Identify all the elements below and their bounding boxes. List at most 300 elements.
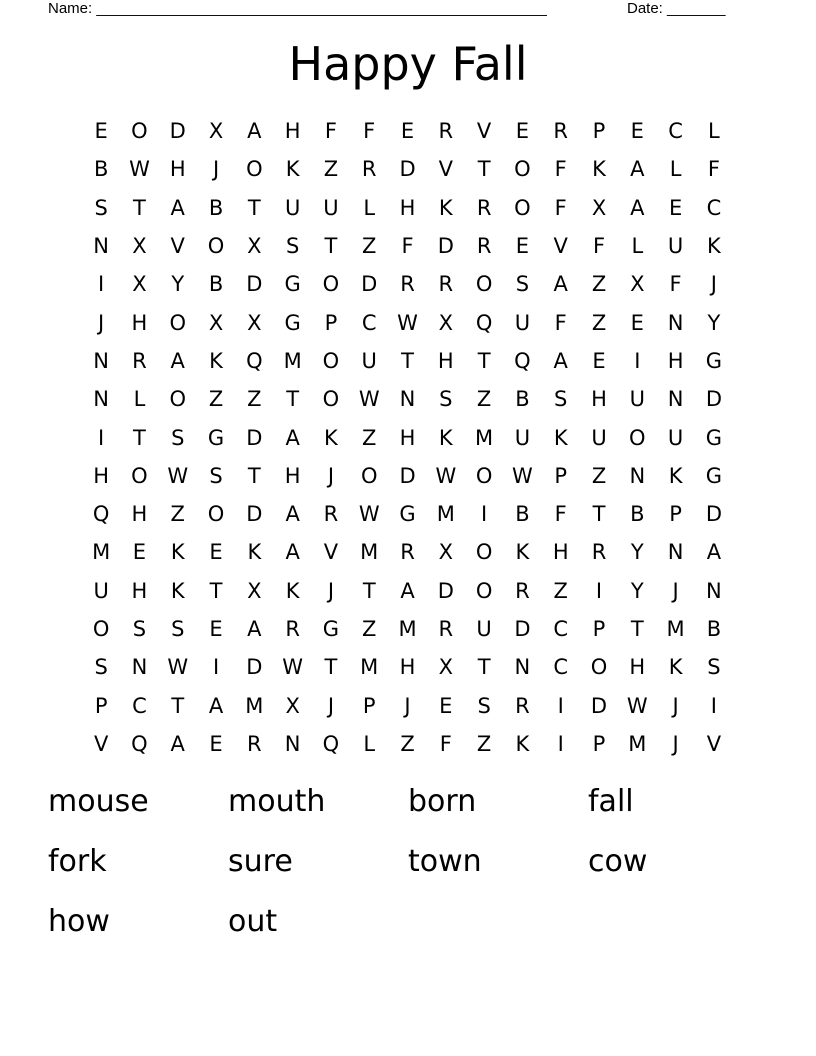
grid-letter: L xyxy=(631,234,644,259)
grid-letter: Y xyxy=(630,578,644,603)
grid-letter: M xyxy=(436,502,455,527)
grid-letter: H xyxy=(169,157,186,182)
grid-letter: Z xyxy=(208,387,224,412)
grid-letter: U xyxy=(667,234,684,259)
grid-letter: L xyxy=(133,387,146,412)
word-search-grid xyxy=(82,112,733,763)
grid-letter: T xyxy=(324,655,338,680)
grid-letter: C xyxy=(553,617,569,641)
grid-letter: S xyxy=(477,693,491,718)
grid-letter: Z xyxy=(362,234,377,259)
grid-letter: V xyxy=(93,731,109,756)
grid-letter: A xyxy=(706,540,722,565)
grid-letter: E xyxy=(592,348,606,373)
grid-letter: R xyxy=(400,540,415,565)
grid-letter: K xyxy=(247,540,262,565)
grid-letter: Z xyxy=(476,387,492,412)
grid-letter: T xyxy=(133,425,146,450)
grid-letter: A xyxy=(553,348,568,373)
grid-letter: D xyxy=(246,425,263,450)
grid-letter: J xyxy=(672,731,679,756)
grid-letter: R xyxy=(476,234,492,259)
grid-letter: J xyxy=(710,272,717,297)
grid-letter: R xyxy=(438,617,454,641)
grid-letter: A xyxy=(285,425,300,450)
grid-letter: K xyxy=(438,425,453,450)
grid-letter: K xyxy=(515,731,530,756)
grid-letter: J xyxy=(98,310,105,335)
grid-letter: W xyxy=(358,387,380,412)
grid-letter: C xyxy=(706,195,722,220)
grid-letter: Z xyxy=(247,387,262,412)
grid-letter: H xyxy=(399,425,416,450)
grid-letter: N xyxy=(131,655,148,680)
grid-letter: M xyxy=(283,348,302,373)
grid-letter: X xyxy=(630,272,645,297)
date-field-label: Date: _______ xyxy=(627,0,726,17)
grid-letter: P xyxy=(362,693,376,718)
grid-letter: N xyxy=(399,387,416,412)
grid-letter: D xyxy=(437,578,454,603)
grid-letter: H xyxy=(131,310,148,335)
grid-letter: G xyxy=(705,425,723,450)
grid-letter: O xyxy=(169,310,186,335)
grid-letter: T xyxy=(477,348,491,373)
grid-letter: H xyxy=(629,655,646,680)
grid-letter: K xyxy=(707,234,721,259)
grid-letter: L xyxy=(708,119,720,144)
grid-letter: W xyxy=(358,502,380,527)
grid-letter: O xyxy=(131,463,148,488)
grid-letter: O xyxy=(169,387,186,412)
grid-letter: J xyxy=(404,693,411,718)
grid-letter: F xyxy=(554,195,567,220)
grid-letter: Z xyxy=(170,502,185,527)
grid-letter: R xyxy=(361,157,377,182)
grid-letter: O xyxy=(590,655,608,680)
grid-letter: N xyxy=(514,655,531,680)
word-bank-item: sure xyxy=(228,844,293,879)
grid-letter: N xyxy=(706,578,722,603)
grid-letter: O xyxy=(475,540,493,565)
grid-letter: N xyxy=(667,387,684,412)
grid-letter: O xyxy=(322,272,340,297)
grid-letter: A xyxy=(285,540,300,565)
grid-letter: F xyxy=(324,119,337,144)
grid-letter: J xyxy=(327,463,335,488)
grid-letter: R xyxy=(476,195,492,220)
grid-letter: X xyxy=(438,310,454,335)
grid-letter: M xyxy=(360,540,379,565)
grid-letter: K xyxy=(170,540,185,565)
grid-letter: F xyxy=(363,119,376,144)
grid-letter: B xyxy=(208,195,224,220)
grid-letter: R xyxy=(438,119,454,144)
grid-letter: T xyxy=(477,655,491,680)
grid-letter: Y xyxy=(171,272,185,297)
grid-letter: K xyxy=(668,463,683,488)
grid-letter: D xyxy=(399,463,416,488)
grid-letter: E xyxy=(515,234,530,259)
grid-letter: V xyxy=(706,731,722,756)
grid-letter: U xyxy=(476,617,492,641)
grid-letter: U xyxy=(514,310,531,335)
grid-letter: E xyxy=(630,310,644,335)
grid-letter: F xyxy=(401,234,414,259)
grid-letter: X xyxy=(247,310,262,335)
grid-letter: T xyxy=(630,617,644,641)
grid-letter: F xyxy=(439,731,452,756)
grid-letter: T xyxy=(362,578,376,603)
grid-letter: E xyxy=(209,731,223,756)
grid-letter: Y xyxy=(707,310,721,335)
grid-letter: X xyxy=(247,578,262,603)
grid-letter: Q xyxy=(322,731,340,756)
grid-letter: F xyxy=(592,234,606,259)
grid-letter: W xyxy=(167,463,189,488)
grid-letter: W xyxy=(282,655,304,680)
grid-letter: B xyxy=(630,502,645,527)
grid-letter: G xyxy=(705,463,723,488)
grid-letter: P xyxy=(669,502,682,527)
grid-letter: D xyxy=(437,234,454,259)
grid-letter: J xyxy=(672,578,679,603)
grid-letter: L xyxy=(669,157,682,182)
grid-letter: T xyxy=(477,157,491,182)
grid-letter: S xyxy=(285,234,300,259)
grid-letter: W xyxy=(626,693,648,718)
grid-letter: K xyxy=(438,195,453,220)
grid-letter: H xyxy=(284,463,301,488)
grid-letter: R xyxy=(400,272,415,297)
grid-letter: W xyxy=(167,655,189,680)
grid-letter: S xyxy=(554,387,568,412)
grid-letter: S xyxy=(209,463,223,488)
grid-letter: I xyxy=(557,693,564,718)
word-bank-item: born xyxy=(408,784,477,819)
grid-letter: Q xyxy=(131,731,148,756)
grid-letter: X xyxy=(132,234,147,259)
grid-letter: Z xyxy=(591,463,607,488)
grid-letter: A xyxy=(630,195,645,220)
grid-letter: G xyxy=(322,617,340,641)
grid-letter: D xyxy=(590,693,608,718)
grid-letter: S xyxy=(439,387,453,412)
grid-letter: D xyxy=(399,157,416,182)
grid-letter: I xyxy=(481,502,488,527)
grid-letter: B xyxy=(515,502,530,527)
grid-letter: S xyxy=(94,655,108,680)
grid-letter: G xyxy=(399,502,416,527)
grid-letter: J xyxy=(327,693,335,718)
grid-letter: H xyxy=(591,387,607,412)
grid-letter: B xyxy=(93,157,109,182)
grid-letter: R xyxy=(323,502,339,527)
grid-letter: T xyxy=(592,502,606,527)
word-bank-item: how xyxy=(48,904,110,939)
word-bank-item: mouse xyxy=(48,784,149,819)
grid-letter: I xyxy=(557,731,564,756)
grid-letter: M xyxy=(245,693,264,718)
grid-letter: M xyxy=(360,655,379,680)
grid-letter: U xyxy=(323,195,339,220)
grid-letter: E xyxy=(209,617,223,641)
grid-letter: U xyxy=(667,425,684,450)
grid-letter: Z xyxy=(400,731,415,756)
grid-letter: S xyxy=(171,617,185,641)
grid-letter: N xyxy=(93,348,109,373)
grid-letter: T xyxy=(209,578,223,603)
grid-letter: M xyxy=(398,617,417,641)
word-bank-item: cow xyxy=(588,844,648,879)
grid-letter: O xyxy=(246,157,263,182)
grid-letter: W xyxy=(512,463,533,488)
grid-letter: H xyxy=(667,348,684,373)
grid-letter: Q xyxy=(246,348,263,373)
grid-letter: X xyxy=(208,310,224,335)
grid-letter: R xyxy=(553,119,568,144)
grid-letter: P xyxy=(592,617,606,641)
grid-letter: S xyxy=(132,617,147,641)
grid-letter: M xyxy=(628,731,647,756)
grid-letter: T xyxy=(324,234,338,259)
grid-letter: F xyxy=(554,157,567,182)
grid-letter: Z xyxy=(362,425,377,450)
grid-letter: Z xyxy=(362,617,377,641)
grid-letter: L xyxy=(363,731,376,756)
grid-letter: E xyxy=(515,119,530,144)
grid-letter: F xyxy=(669,272,682,297)
grid-letter: D xyxy=(705,502,722,527)
grid-letter: J xyxy=(672,693,679,718)
grid-letter: K xyxy=(668,655,683,680)
grid-letter: Y xyxy=(630,540,644,565)
grid-letter: A xyxy=(247,617,262,641)
grid-letter: E xyxy=(209,540,223,565)
grid-letter: H xyxy=(437,348,454,373)
grid-letter: O xyxy=(322,348,340,373)
grid-letter: Q xyxy=(475,310,493,335)
grid-letter: M xyxy=(666,617,685,641)
grid-letter: O xyxy=(207,234,225,259)
grid-letter: K xyxy=(324,425,338,450)
grid-letter: I xyxy=(212,655,220,680)
grid-letter: V xyxy=(476,119,492,144)
grid-letter: T xyxy=(247,195,261,220)
grid-letter: N xyxy=(93,234,109,259)
grid-letter: U xyxy=(361,348,377,373)
grid-letter: P xyxy=(554,463,568,488)
grid-letter: S xyxy=(94,195,108,220)
grid-letter: O xyxy=(131,119,148,144)
grid-letter: W xyxy=(435,463,457,488)
grid-letter: X xyxy=(438,655,454,680)
grid-letter: X xyxy=(208,119,224,144)
grid-letter: I xyxy=(595,578,603,603)
grid-letter: T xyxy=(133,195,146,220)
grid-letter: O xyxy=(475,463,493,488)
grid-letter: K xyxy=(170,578,185,603)
grid-letter: X xyxy=(438,540,454,565)
grid-letter: X xyxy=(591,195,607,220)
grid-letter: H xyxy=(399,195,416,220)
grid-letter: R xyxy=(515,693,530,718)
grid-letter: X xyxy=(285,693,300,718)
grid-letter: D xyxy=(246,272,263,297)
grid-letter: O xyxy=(514,157,531,182)
grid-letter: A xyxy=(285,502,300,527)
grid-letter: Z xyxy=(553,578,568,603)
grid-letter: E xyxy=(132,540,147,565)
grid-letter: K xyxy=(592,157,606,182)
grid-letter: P xyxy=(94,693,108,718)
grid-letter: B xyxy=(208,272,224,297)
grid-letter: H xyxy=(131,578,148,603)
grid-letter: Z xyxy=(591,310,607,335)
grid-letter: N xyxy=(667,540,684,565)
grid-letter: A xyxy=(400,578,415,603)
grid-letter: R xyxy=(515,578,530,603)
grid-letter: O xyxy=(207,502,225,527)
grid-letter: I xyxy=(710,693,717,718)
grid-letter: E xyxy=(630,119,644,144)
grid-letter: U xyxy=(284,195,301,220)
grid-letter: V xyxy=(170,234,185,259)
grid-letter: N xyxy=(93,387,109,412)
grid-letter: T xyxy=(401,348,414,373)
grid-letter: O xyxy=(92,617,110,641)
page-title: Happy Fall xyxy=(288,37,528,91)
grid-letter: N xyxy=(629,463,646,488)
grid-letter: K xyxy=(209,348,223,373)
grid-letter: A xyxy=(170,348,185,373)
grid-letter: U xyxy=(514,425,531,450)
grid-letter: U xyxy=(93,578,109,603)
grid-letter: J xyxy=(327,578,335,603)
grid-letter: A xyxy=(208,693,224,718)
grid-letter: R xyxy=(438,272,454,297)
grid-letter: F xyxy=(554,502,567,527)
grid-letter: V xyxy=(553,234,568,259)
grid-letter: K xyxy=(285,578,300,603)
grid-letter: E xyxy=(94,119,108,144)
grid-letter: G xyxy=(207,425,225,450)
grid-letter: G xyxy=(284,310,301,335)
grid-letter: D xyxy=(246,655,263,680)
grid-letter: W xyxy=(129,157,150,182)
grid-letter: D xyxy=(514,617,531,641)
grid-letter: T xyxy=(247,463,261,488)
grid-letter: A xyxy=(170,195,185,220)
header-line xyxy=(48,0,748,20)
grid-letter: R xyxy=(132,348,147,373)
grid-letter: Q xyxy=(514,348,531,373)
grid-letter: S xyxy=(707,655,721,680)
grid-letter: U xyxy=(629,387,645,412)
grid-letter: W xyxy=(397,310,418,335)
grid-letter: C xyxy=(361,310,377,335)
word-bank-item: mouth xyxy=(228,784,326,819)
word-bank-item: out xyxy=(228,904,278,939)
grid-letter: R xyxy=(247,731,262,756)
grid-letter: L xyxy=(363,195,376,220)
grid-letter: T xyxy=(286,387,300,412)
grid-letter: O xyxy=(475,578,493,603)
grid-letter: V xyxy=(323,540,339,565)
grid-letter: U xyxy=(591,425,607,450)
grid-letter: D xyxy=(246,502,263,527)
grid-letter: B xyxy=(706,617,722,641)
grid-letter: D xyxy=(169,119,186,144)
grid-letter: G xyxy=(705,348,723,373)
grid-letter: A xyxy=(630,157,645,182)
grid-letter: X xyxy=(132,272,147,297)
grid-letter: R xyxy=(591,540,607,565)
grid-letter: G xyxy=(284,272,301,297)
grid-letter: K xyxy=(553,425,568,450)
grid-letter: Z xyxy=(476,731,492,756)
name-field-label: Name: ______________________________________________________ xyxy=(48,0,547,17)
grid-letter: P xyxy=(324,310,338,335)
grid-letter: N xyxy=(667,310,684,335)
grid-letter: O xyxy=(475,272,493,297)
grid-letter: C xyxy=(132,693,147,718)
grid-letter: I xyxy=(98,272,105,297)
grid-letter: O xyxy=(360,463,378,488)
grid-letter: E xyxy=(668,195,683,220)
grid-letter: F xyxy=(707,157,720,182)
grid-letter: K xyxy=(285,157,300,182)
word-bank-item: fork xyxy=(48,844,107,879)
grid-letter: I xyxy=(634,348,641,373)
grid-letter: T xyxy=(171,693,185,718)
grid-letter: H xyxy=(284,119,301,144)
grid-letter: N xyxy=(284,731,301,756)
grid-letter: Z xyxy=(323,157,339,182)
grid-letter: H xyxy=(93,463,110,488)
grid-letter: H xyxy=(552,540,569,565)
grid-letter: A xyxy=(553,272,568,297)
grid-letter: O xyxy=(629,425,646,450)
grid-letter: H xyxy=(131,502,148,527)
grid-letter: P xyxy=(592,731,606,756)
grid-letter: M xyxy=(92,540,111,565)
grid-letter: K xyxy=(515,540,530,565)
grid-letter: X xyxy=(247,234,262,259)
grid-letter: J xyxy=(212,157,220,182)
grid-letter: P xyxy=(592,119,606,144)
grid-letter: Z xyxy=(591,272,607,297)
grid-letter: D xyxy=(361,272,378,297)
grid-letter: S xyxy=(171,425,185,450)
grid-letter: E xyxy=(439,693,453,718)
grid-letter: C xyxy=(668,119,683,144)
grid-letter: R xyxy=(285,617,300,641)
grid-letter: S xyxy=(515,272,530,297)
grid-letter: F xyxy=(554,310,567,335)
word-bank-item: town xyxy=(408,844,482,879)
grid-letter: H xyxy=(399,655,416,680)
grid-letter: Q xyxy=(92,502,110,527)
grid-letter: O xyxy=(322,387,340,412)
grid-letter: B xyxy=(515,387,530,412)
grid-letter: C xyxy=(553,655,569,680)
grid-letter: E xyxy=(400,119,415,144)
grid-letter: I xyxy=(98,425,105,450)
grid-letter: M xyxy=(475,425,494,450)
word-bank xyxy=(48,780,768,960)
grid-letter: D xyxy=(705,387,722,412)
